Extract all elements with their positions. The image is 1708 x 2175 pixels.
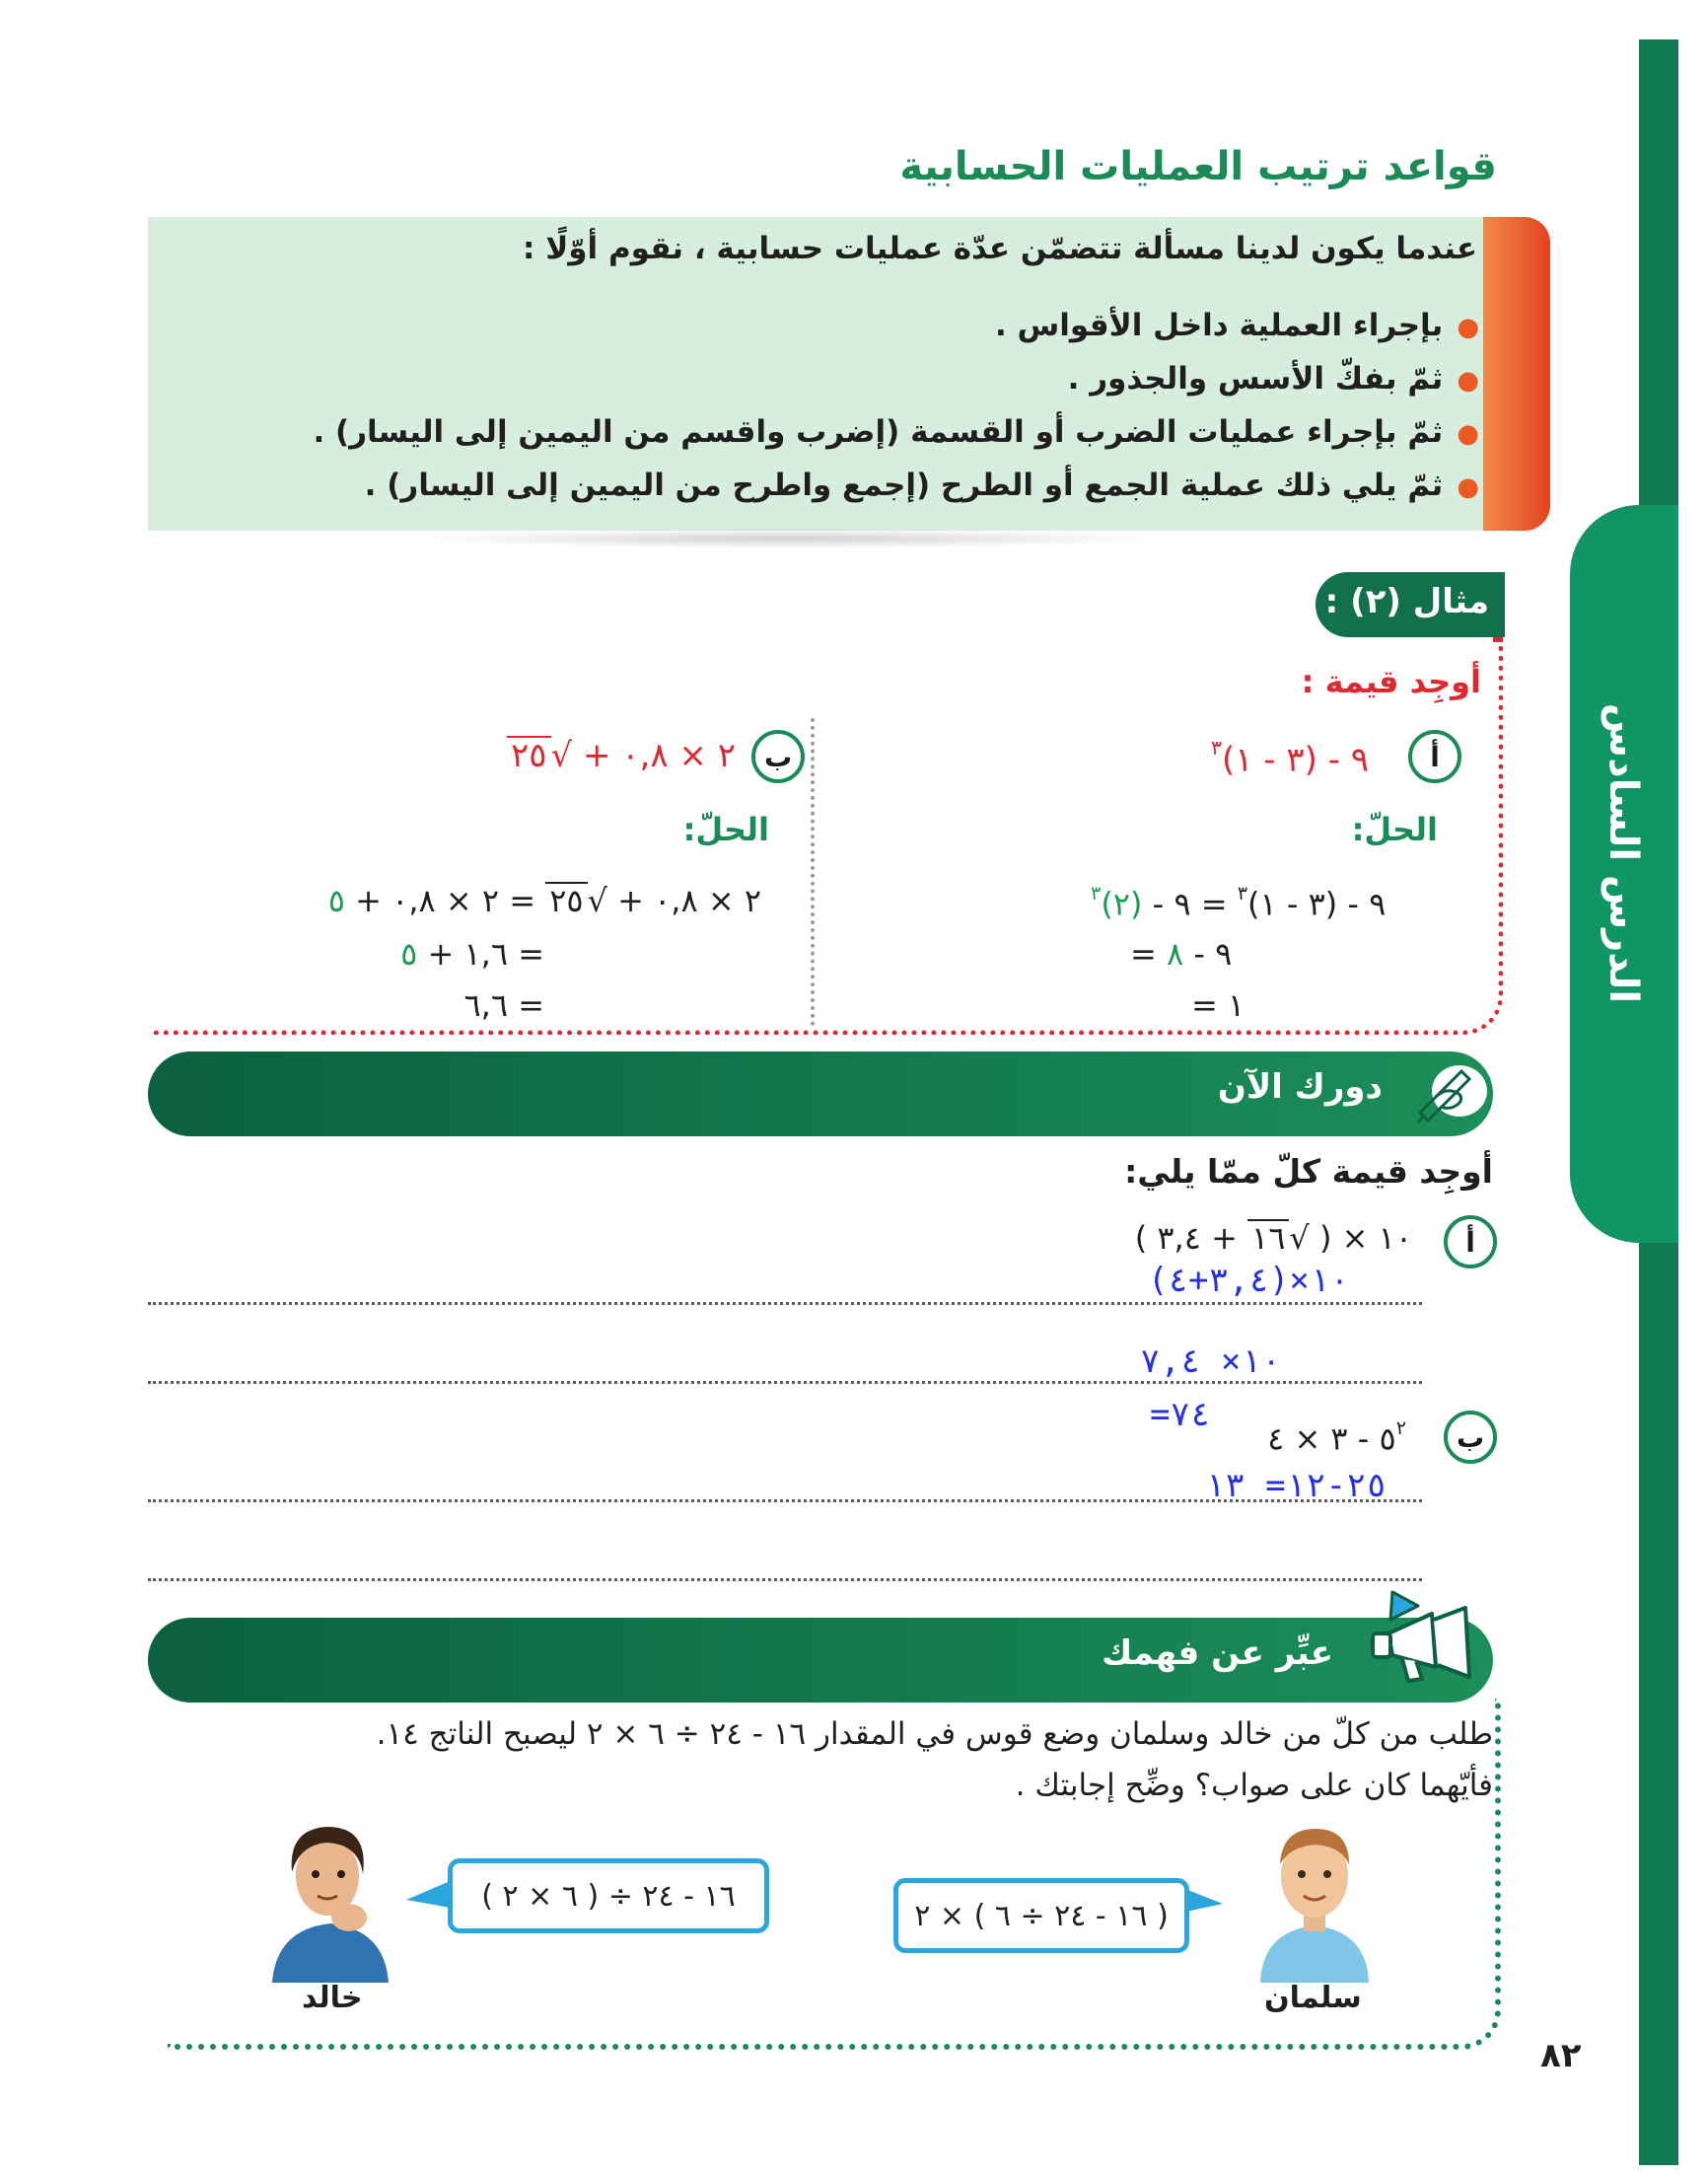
- section-title: قواعد ترتيب العمليات الحسابية: [899, 144, 1497, 189]
- part-b-question-radicand: ٢٥: [507, 736, 551, 774]
- rules-accent: [1483, 217, 1550, 531]
- rule-item: [365, 468, 1479, 503]
- turn-a-handwriting-3: =٧٤: [1150, 1395, 1211, 1434]
- part-b-step-1-radicand: ٢٥: [545, 882, 587, 918]
- rule-item: [313, 414, 1479, 450]
- bullet-icon: ●: [1457, 313, 1479, 342]
- turn-b-handwriting: ٢٥-١٢= ١٣: [1204, 1466, 1387, 1505]
- turn-b-question: [1267, 1416, 1406, 1457]
- bullet-icon: ●: [1457, 419, 1479, 449]
- part-b-step-1-prefix: ٢ × ٠,٨ +: [606, 882, 761, 919]
- part-a-question: [1211, 736, 1369, 779]
- rule-text: ثمّ يلي ذلك عملية الجمع أو الطرح (إجمع واطرح من اليمين إلى اليسار) .: [364, 468, 1444, 503]
- rules-shadow: [414, 529, 1164, 548]
- salman-name: سلمان: [1264, 1981, 1362, 2015]
- part-a-step-1-left: ٩ - (٣ - ١): [1247, 885, 1387, 923]
- khaled-bubble: [448, 1858, 769, 1933]
- part-b-question-prefix: ٢ × ٠,٨ +: [572, 736, 736, 775]
- turn-a-suffix: + ٣,٤ ): [1134, 1219, 1248, 1257]
- part-b-step-2: [400, 935, 544, 973]
- lesson-tab-label: الدرس السادس: [1600, 702, 1646, 1004]
- part-a-step-1-green-exp: ٣: [1091, 882, 1102, 905]
- part-a-step-1-exp: ٣: [1237, 882, 1248, 905]
- part-b-badge: ب: [751, 730, 805, 783]
- part-b-step-2-green: ٥: [400, 935, 418, 973]
- turn-b-exponent: ٢: [1395, 1416, 1406, 1439]
- turn-a-badge: أ: [1444, 1215, 1497, 1269]
- part-b-question: [507, 736, 736, 775]
- part-a-question-exponent: ٣: [1211, 736, 1222, 760]
- part-a-step-1-green: (٢): [1101, 885, 1143, 923]
- sqrt-icon: √: [1289, 1219, 1310, 1257]
- writing-hand-icon: [1400, 1053, 1489, 1128]
- turn-a-prefix: ١٠ × (: [1309, 1219, 1412, 1257]
- turn-a-handwriting-2: ١٠× ٧,٤: [1140, 1341, 1282, 1381]
- rule-item: [1068, 361, 1479, 397]
- part-b-step-1-mid: = ٢ × ٠,٨ +: [344, 882, 546, 919]
- page-number: ٨٢: [1540, 2036, 1582, 2075]
- example-label: مثال (٢) :: [1324, 582, 1489, 621]
- part-b-step-3: = ٦,٦: [463, 986, 544, 1024]
- part-a-step-1-mid: = ٩ -: [1142, 885, 1228, 923]
- bullet-icon: ●: [1457, 366, 1479, 396]
- rule-text: ثمّ بإجراء عمليات الضرب أو القسمة (إضرب واقسم من اليمين إلى اليسار) .: [313, 414, 1444, 450]
- turn-b-base: ٥: [1379, 1419, 1396, 1458]
- lesson-tab-label-wrap: [1578, 690, 1669, 1016]
- express-question-2: فأيّهما كان على صواب؟ وضِّح إجابتك .: [1015, 1768, 1493, 1803]
- part-a-step-1: [1091, 882, 1386, 922]
- example-frame-stub: [1493, 637, 1503, 642]
- part-a-question-base: ٩ - (٣ - ١): [1221, 740, 1370, 780]
- your-turn-label: دورك الآن: [1217, 1067, 1383, 1107]
- part-a-step-2-text: = ٩ -: [1130, 935, 1233, 973]
- part-a-step-2-green: ٨: [1166, 935, 1184, 973]
- salman-avatar: [1250, 1815, 1379, 1983]
- salman-bubble: [893, 1878, 1189, 1953]
- khaled-expression: ١٦ - ٢٤ ÷ ( ٦ × ٢ ): [481, 1878, 736, 1914]
- part-a-solution-label: الحلّ:: [1351, 811, 1438, 848]
- rules-intro: عندما يكون لدينا مسألة تتضمّن عدّة عمليات حسابية ، نقوم أوّلًا :: [523, 231, 1477, 266]
- answer-line: [148, 1381, 1422, 1384]
- turn-a-question: [1135, 1219, 1412, 1257]
- rule-text: ثمّ بفكّ الأسس والجذور .: [1067, 361, 1444, 397]
- megaphone-icon: [1363, 1584, 1479, 1699]
- part-b-step-1-green: ٥: [327, 882, 345, 919]
- part-a-step-2: [1130, 935, 1232, 973]
- answer-line: [148, 1578, 1422, 1581]
- khaled-name: خالد: [302, 1981, 363, 2015]
- answer-line: [148, 1302, 1422, 1305]
- salman-expression: ( ١٦ - ٢٤ ÷ ٦ ) × ٢: [914, 1898, 1169, 1933]
- answer-line: [148, 1499, 1422, 1502]
- find-value-heading: أوجِد قيمة :: [1301, 663, 1481, 700]
- part-b-step-2-text: = ١,٦ +: [417, 935, 544, 973]
- rule-text: بإجراء العملية داخل الأقواس .: [994, 308, 1444, 343]
- turn-b-badge: ب: [1444, 1411, 1497, 1464]
- rule-item: [995, 308, 1479, 343]
- part-a-step-3: = ١: [1191, 986, 1245, 1024]
- sqrt-icon: √: [587, 882, 607, 919]
- khaled-avatar: [266, 1815, 394, 1983]
- your-turn-prompt: أوجِد قيمة كلّ ممّا يلي:: [1124, 1152, 1493, 1191]
- sqrt-icon: √: [550, 736, 573, 775]
- turn-b-rest: - ٣ × ٤: [1267, 1419, 1380, 1458]
- part-b-step-1: [328, 882, 761, 919]
- express-question-1: طلب من كلّ من خالد وسلمان وضع قوس في المقدار ١٦ - ٢٤ ÷ ٦ × ٢ ليصبح الناتج ١٤.: [376, 1716, 1493, 1752]
- turn-a-handwriting-1: ١٠×(٣,٤+٤): [1148, 1261, 1350, 1300]
- express-label: عبِّر عن فهمك: [1102, 1633, 1333, 1673]
- turn-a-radicand: ١٦: [1247, 1219, 1289, 1256]
- column-divider: [811, 718, 815, 1026]
- part-b-solution-label: الحلّ:: [682, 811, 769, 848]
- bullet-icon: ●: [1457, 472, 1479, 502]
- part-a-badge: أ: [1408, 730, 1461, 783]
